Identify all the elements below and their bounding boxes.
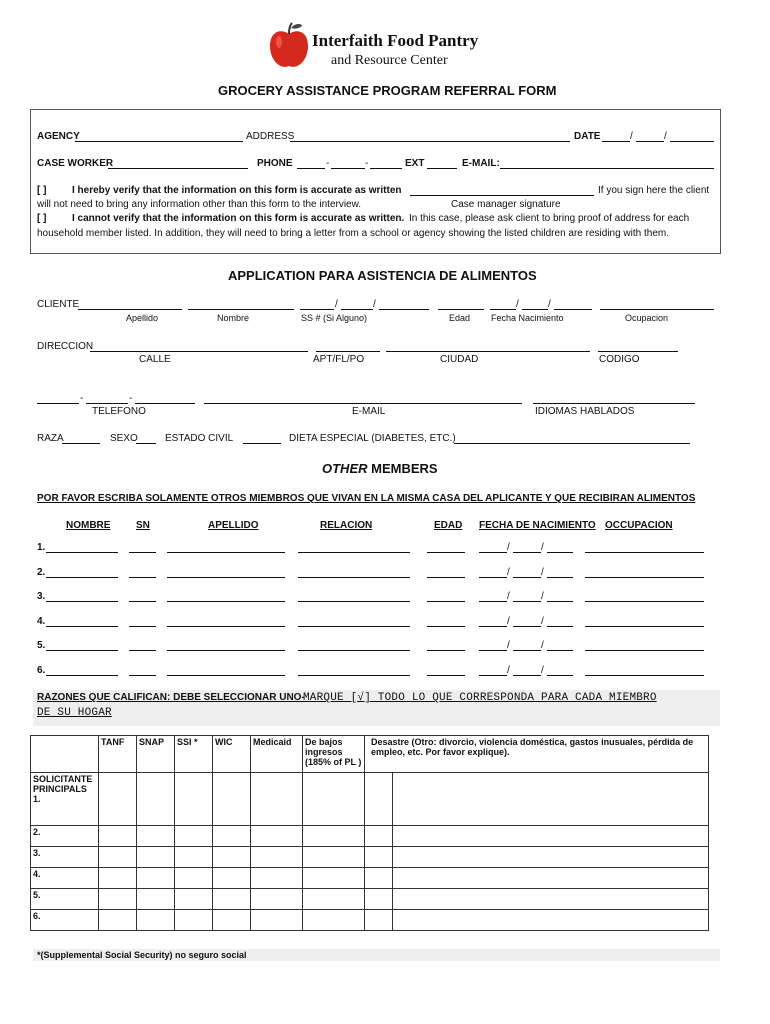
date-month-field[interactable] xyxy=(602,141,630,142)
direccion-label: DIRECCION xyxy=(37,341,94,352)
date-day-field[interactable] xyxy=(636,141,664,142)
member-fecha-day-field[interactable] xyxy=(513,675,541,676)
member-apellido-field[interactable] xyxy=(167,601,285,602)
member-apellido-field[interactable] xyxy=(167,675,285,676)
reason-checkbox-cell[interactable] xyxy=(251,826,303,847)
verify-2-line2: household member listed. In addition, they will need to bring a letter from a school or agency showing the listed children are residing with them. xyxy=(37,228,670,239)
member-relacion-field[interactable] xyxy=(298,626,410,627)
sexo-label: SEXO xyxy=(110,433,138,444)
case-worker-field[interactable] xyxy=(108,168,248,169)
member-sn-field[interactable] xyxy=(129,577,156,578)
col-tanf: TANF xyxy=(99,736,137,773)
reason-checkbox-cell[interactable] xyxy=(175,773,213,826)
reason-checkbox-cell[interactable] xyxy=(175,826,213,847)
members-title: OTHER MEMBERS xyxy=(322,461,438,476)
form-title: GROCERY ASSISTANCE PROGRAM REFERRAL FORM xyxy=(218,83,557,98)
fecha-month-field[interactable] xyxy=(490,309,516,310)
dieta-field[interactable] xyxy=(454,443,690,444)
fecha-caption: Fecha Nacimiento xyxy=(491,313,564,323)
ss-field-1[interactable] xyxy=(300,309,334,310)
member-apellido-field[interactable] xyxy=(167,626,285,627)
reason-checkbox-cell[interactable] xyxy=(175,889,213,910)
agency-label: AGENCY xyxy=(37,131,80,142)
apellido-field[interactable] xyxy=(78,309,182,310)
col-medicaid: Medicaid xyxy=(251,736,303,773)
reason-checkbox-cell[interactable] xyxy=(99,889,137,910)
reason-checkbox-cell[interactable] xyxy=(365,889,393,910)
signature-caption: Case manager signature xyxy=(451,199,561,210)
member-apellido-field[interactable] xyxy=(167,577,285,578)
member-apellido-field[interactable] xyxy=(167,552,285,553)
verify-2-tail: In this case, please ask client to bring proof of address for each xyxy=(409,213,690,224)
codigo-caption: CODIGO xyxy=(599,354,640,365)
member-edad-field[interactable] xyxy=(427,650,465,651)
nombre-caption: Nombre xyxy=(217,313,250,323)
reason-checkbox-cell[interactable] xyxy=(393,889,709,910)
reasons-row-number: 2. xyxy=(31,826,99,847)
phone-area-field[interactable] xyxy=(297,168,325,169)
phone-label: PHONE xyxy=(257,158,293,169)
verify-1-line2: will not need to bring any information other than this form to the interview. xyxy=(37,199,362,210)
fecha-year-field[interactable] xyxy=(554,309,592,310)
logo xyxy=(268,20,310,72)
member-row-number: 6. xyxy=(37,665,46,676)
member-relacion-field[interactable] xyxy=(298,650,410,651)
cliente-label: CLIENTE xyxy=(37,299,80,310)
dieta-label: DIETA ESPECIAL (DIABETES, ETC.) xyxy=(289,433,456,444)
col-relacion: RELACION xyxy=(320,520,373,531)
reasons-corner xyxy=(31,736,99,773)
member-relacion-field[interactable] xyxy=(298,601,410,602)
reasons-row-number: 4. xyxy=(31,868,99,889)
member-fecha-month-field[interactable] xyxy=(479,577,507,578)
member-sn-field[interactable] xyxy=(129,650,156,651)
member-fecha-year-field[interactable] xyxy=(547,601,573,602)
reasons-heading-mono-1: MARQUE [√] TODO LO QUE CORRESPONDA PARA CADA MIEMBRO xyxy=(303,692,657,704)
reason-checkbox-cell[interactable] xyxy=(251,847,303,868)
reason-checkbox-cell[interactable] xyxy=(251,910,303,931)
reason-checkbox-cell[interactable] xyxy=(175,847,213,868)
date-separator: / xyxy=(507,542,510,553)
reasons-row-number: 5. xyxy=(31,889,99,910)
ss-field-2[interactable] xyxy=(341,309,373,310)
phone-prefix-field[interactable] xyxy=(331,168,365,169)
address-label: ADDRESS xyxy=(246,131,295,142)
member-edad-field[interactable] xyxy=(427,552,465,553)
verify-1-text: I hereby verify that the information on this form is accurate as written xyxy=(72,185,402,196)
date-separator: / xyxy=(541,566,544,578)
member-row-number: 5. xyxy=(37,640,46,652)
member-fecha-day-field[interactable] xyxy=(513,552,541,553)
reasons-row-number: 3. xyxy=(31,847,99,868)
calle-field[interactable] xyxy=(90,351,308,352)
date-separator: / xyxy=(507,640,510,652)
member-fecha-day-field[interactable] xyxy=(513,626,541,627)
reason-checkbox-cell[interactable] xyxy=(175,868,213,889)
member-fecha-year-field[interactable] xyxy=(547,650,573,651)
reason-checkbox-cell[interactable] xyxy=(213,889,251,910)
member-fecha-day-field[interactable] xyxy=(513,601,541,602)
verify-2-checkbox[interactable]: [ ] xyxy=(37,213,47,224)
reason-checkbox-cell[interactable] xyxy=(303,889,365,910)
reason-checkbox-cell[interactable] xyxy=(213,910,251,931)
org-subtitle: and Resource Center xyxy=(331,53,448,68)
reasons-row-number: 6. xyxy=(31,910,99,931)
reason-checkbox-cell[interactable] xyxy=(303,847,365,868)
col-wic: WIC xyxy=(213,736,251,773)
telefono-area-field[interactable] xyxy=(37,403,79,404)
member-fecha-year-field[interactable] xyxy=(547,675,573,676)
telefono-line-field[interactable] xyxy=(135,403,195,404)
address-field[interactable] xyxy=(290,141,570,142)
estado-civil-field[interactable] xyxy=(243,443,281,444)
reason-checkbox-cell[interactable] xyxy=(137,773,175,826)
col-sn: SN xyxy=(136,520,150,531)
reason-checkbox-cell[interactable] xyxy=(137,826,175,847)
application-title: APPLICATION PARA ASISTENCIA DE ALIMENTOS xyxy=(228,268,537,283)
col-occupacion: OCCUPACION xyxy=(605,520,673,531)
member-sn-field[interactable] xyxy=(129,675,156,676)
idiomas-caption: IDIOMAS HABLADOS xyxy=(535,406,635,417)
member-row-number: 3. xyxy=(37,591,46,603)
telefono-prefix-field[interactable] xyxy=(86,403,128,404)
estado-civil-label: ESTADO CIVIL xyxy=(165,433,234,444)
reasons-row xyxy=(31,826,709,847)
col-bajos-ingresos: De bajos ingresos (185% of PL ) xyxy=(303,736,365,773)
apellido-caption: Apellido xyxy=(126,313,159,323)
member-fecha-month-field[interactable] xyxy=(479,552,507,553)
reason-checkbox-cell[interactable] xyxy=(99,826,137,847)
ciudad-caption: CIUDAD xyxy=(440,354,479,365)
verify-1-tail: If you sign here the client xyxy=(598,185,710,196)
edad-caption: Edad xyxy=(449,313,471,323)
date-separator: / xyxy=(507,591,510,603)
reasons-row xyxy=(31,847,709,868)
member-apellido-field[interactable] xyxy=(167,650,285,651)
reason-checkbox-cell[interactable] xyxy=(303,910,365,931)
col-snap: SNAP xyxy=(137,736,175,773)
member-row-number: 1. xyxy=(37,542,46,553)
fecha-day-field[interactable] xyxy=(522,309,548,310)
date-separator: / xyxy=(541,665,544,676)
reason-checkbox-cell[interactable] xyxy=(303,868,365,889)
date-separator: / xyxy=(541,591,544,603)
ext-label: EXT xyxy=(405,158,425,169)
reason-checkbox-cell[interactable] xyxy=(213,826,251,847)
member-sn-field[interactable] xyxy=(129,601,156,602)
ext-field[interactable] xyxy=(427,168,457,169)
case-worker-label: CASE WORKER xyxy=(37,158,114,169)
member-fecha-month-field[interactable] xyxy=(479,675,507,676)
member-nombre-field[interactable] xyxy=(46,675,118,676)
reason-checkbox-cell[interactable] xyxy=(365,868,393,889)
phone-line-field[interactable] xyxy=(370,168,402,169)
member-occupacion-field[interactable] xyxy=(585,577,704,578)
member-occupacion-field[interactable] xyxy=(585,601,704,602)
org-name: Interfaith Food Pantry xyxy=(312,31,479,50)
reasons-row xyxy=(31,773,709,826)
date-label: DATE xyxy=(574,131,601,142)
reason-checkbox-cell[interactable] xyxy=(213,773,251,826)
case-manager-signature-field[interactable] xyxy=(410,195,594,196)
members-instruction: POR FAVOR ESCRIBA SOLAMENTE OTROS MIEMBROS QUE VIVAN EN LA MISMA CASA DEL APLICANTE Y QUE RECIBIRAN ALIMENTOS xyxy=(37,493,696,504)
reason-checkbox-cell[interactable] xyxy=(251,868,303,889)
calle-caption: CALLE xyxy=(139,354,171,365)
member-nombre-field[interactable] xyxy=(46,650,118,651)
member-fecha-month-field[interactable] xyxy=(479,650,507,651)
reasons-heading-bold: RAZONES QUE CALIFICAN: DEBE SELECCIONAR UNO- xyxy=(37,692,305,703)
member-fecha-year-field[interactable] xyxy=(547,626,573,627)
app-email-caption: E-MAIL xyxy=(352,406,386,417)
member-edad-field[interactable] xyxy=(427,577,465,578)
member-sn-field[interactable] xyxy=(129,626,156,627)
col-nombre: NOMBRE xyxy=(66,520,111,531)
edad-field[interactable] xyxy=(438,309,484,310)
date-separator: / xyxy=(541,615,544,627)
reasons-table xyxy=(30,735,709,931)
reason-checkbox-cell[interactable] xyxy=(137,847,175,868)
date-separator: / xyxy=(541,640,544,652)
date-separator: / xyxy=(541,542,544,553)
reason-checkbox-cell[interactable] xyxy=(251,773,303,826)
date-year-field[interactable] xyxy=(670,141,714,142)
reason-checkbox-cell[interactable] xyxy=(251,889,303,910)
member-nombre-field[interactable] xyxy=(46,626,118,627)
col-desastre: Desastre (Otro: divorcio, violencia doméstica, gastos inusuales, pérdida de empleo, etc. Por favor explique). xyxy=(365,736,709,773)
col-ssi: SSI * xyxy=(175,736,213,773)
footnote: *(Supplemental Social Security) no seguro social xyxy=(37,950,247,960)
ciudad-field[interactable] xyxy=(386,351,590,352)
reason-checkbox-cell[interactable] xyxy=(137,868,175,889)
reasons-row xyxy=(31,910,709,931)
apple-icon xyxy=(268,20,310,72)
member-edad-field[interactable] xyxy=(427,601,465,602)
email-label: E-MAIL: xyxy=(462,158,500,169)
reason-checkbox-cell[interactable] xyxy=(365,847,393,868)
raza-field[interactable] xyxy=(62,443,100,444)
reason-checkbox-cell[interactable] xyxy=(393,910,709,931)
reason-checkbox-cell[interactable] xyxy=(303,826,365,847)
verify-1-checkbox[interactable]: [ ] xyxy=(37,185,47,196)
reason-checkbox-cell[interactable] xyxy=(99,910,137,931)
member-relacion-field[interactable] xyxy=(298,552,410,553)
reason-checkbox-cell[interactable] xyxy=(365,773,393,826)
reasons-row xyxy=(31,889,709,910)
reason-checkbox-cell[interactable] xyxy=(393,868,709,889)
date-separator: / xyxy=(507,615,510,627)
member-nombre-field[interactable] xyxy=(46,552,118,553)
member-relacion-field[interactable] xyxy=(298,675,410,676)
member-occupacion-field[interactable] xyxy=(585,675,704,676)
codigo-field[interactable] xyxy=(598,351,678,352)
reason-checkbox-cell[interactable] xyxy=(365,826,393,847)
member-relacion-field[interactable] xyxy=(298,577,410,578)
reason-checkbox-cell[interactable] xyxy=(393,826,709,847)
col-fecha: FECHA DE NACIMIENTO xyxy=(479,520,596,531)
reason-checkbox-cell[interactable] xyxy=(303,773,365,826)
nombre-field[interactable] xyxy=(188,309,294,310)
member-row-number: 4. xyxy=(37,615,46,627)
member-edad-field[interactable] xyxy=(427,626,465,627)
ss-field-3[interactable] xyxy=(379,309,429,310)
reason-checkbox-cell[interactable] xyxy=(393,847,709,868)
idiomas-field[interactable] xyxy=(533,403,695,404)
member-fecha-year-field[interactable] xyxy=(547,577,573,578)
date-separator: / xyxy=(507,566,510,578)
col-edad: EDAD xyxy=(434,520,463,531)
member-sn-field[interactable] xyxy=(129,552,156,553)
email-field[interactable] xyxy=(500,168,714,169)
member-fecha-month-field[interactable] xyxy=(479,601,507,602)
ss-caption: SS # (Si Alguno) xyxy=(301,313,368,323)
reasons-heading-mono-2: DE SU HOGAR xyxy=(37,707,112,719)
reasons-row xyxy=(31,868,709,889)
reason-checkbox-cell[interactable] xyxy=(99,773,137,826)
member-nombre-field[interactable] xyxy=(46,601,118,602)
member-fecha-day-field[interactable] xyxy=(513,650,541,651)
reason-checkbox-cell[interactable] xyxy=(99,868,137,889)
app-email-field[interactable] xyxy=(204,403,522,404)
member-edad-field[interactable] xyxy=(427,675,465,676)
apt-caption: APT/FL/PO xyxy=(313,354,365,365)
reason-checkbox-cell[interactable] xyxy=(137,910,175,931)
member-occupacion-field[interactable] xyxy=(585,626,704,627)
telefono-caption: TELEFONO xyxy=(92,406,146,417)
reason-checkbox-cell[interactable] xyxy=(365,910,393,931)
reason-checkbox-cell[interactable] xyxy=(213,847,251,868)
reason-checkbox-cell[interactable] xyxy=(213,868,251,889)
raza-label: RAZA xyxy=(37,433,64,444)
member-fecha-month-field[interactable] xyxy=(479,626,507,627)
reason-checkbox-cell[interactable] xyxy=(393,773,709,826)
member-occupacion-field[interactable] xyxy=(585,650,704,651)
ocupacion-field[interactable] xyxy=(600,309,714,310)
verify-2-text: I cannot verify that the information on this form is accurate as written. xyxy=(72,213,405,224)
member-row-number: 2. xyxy=(37,566,46,578)
reasons-header-row xyxy=(31,736,709,773)
agency-field[interactable] xyxy=(75,141,243,142)
date-separator: / xyxy=(507,665,510,676)
reason-checkbox-cell[interactable] xyxy=(175,910,213,931)
member-fecha-year-field[interactable] xyxy=(547,552,573,553)
col-apellido: APELLIDO xyxy=(208,520,259,531)
apt-field[interactable] xyxy=(316,351,380,352)
member-occupacion-field[interactable] xyxy=(585,552,704,553)
member-fecha-day-field[interactable] xyxy=(513,577,541,578)
reason-checkbox-cell[interactable] xyxy=(137,889,175,910)
ocupacion-caption: Ocupacion xyxy=(625,313,669,323)
reason-checkbox-cell[interactable] xyxy=(99,847,137,868)
member-nombre-field[interactable] xyxy=(46,577,118,578)
solicitante-label: SOLICITANTE PRINCIPALS 1. xyxy=(31,773,99,826)
sexo-field[interactable] xyxy=(136,443,156,444)
